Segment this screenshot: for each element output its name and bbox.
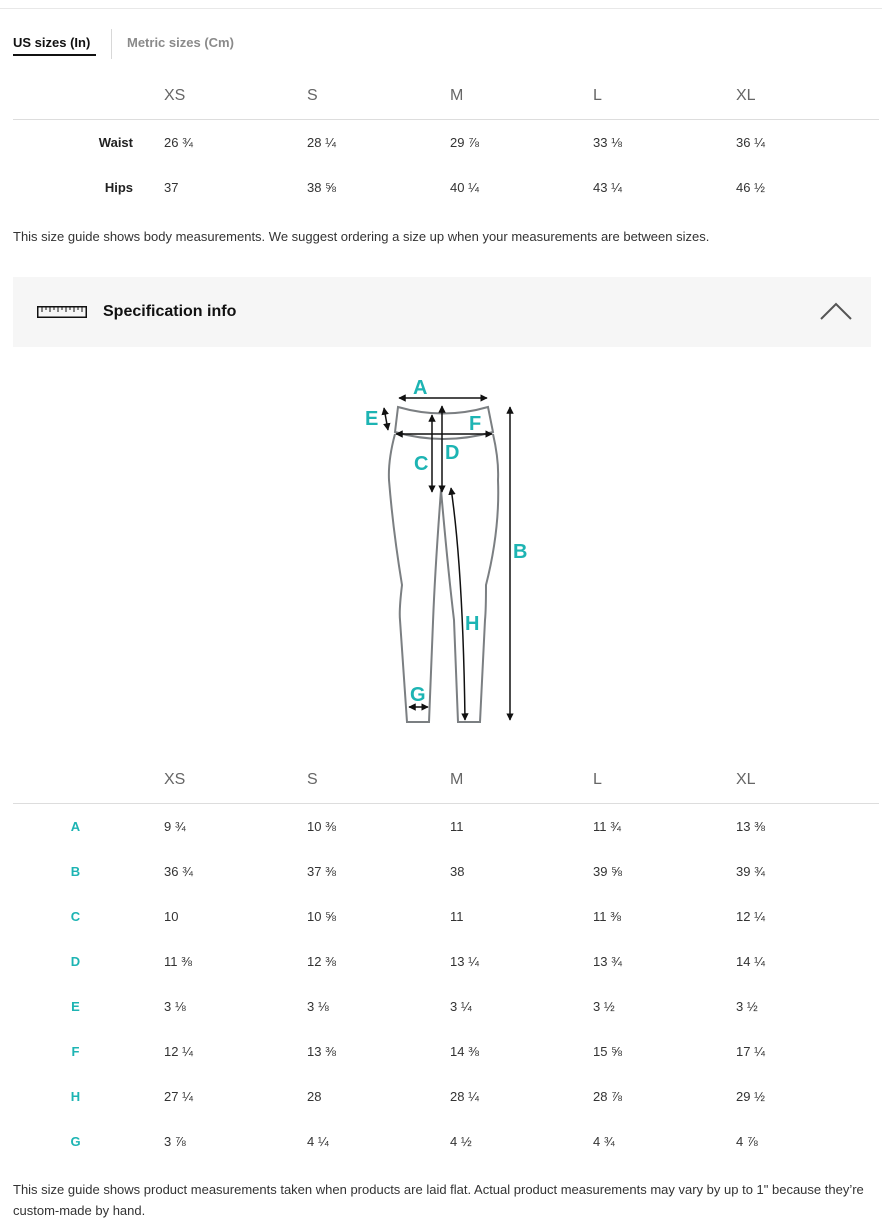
body-measurements-table [13, 72, 879, 210]
table-cell: 4 ½ [450, 1134, 472, 1149]
table-cell: 12 ⅜ [307, 954, 336, 969]
top-divider [0, 8, 882, 9]
size-header: M [450, 72, 593, 120]
table-cell: 37 [164, 180, 179, 195]
table-row [13, 939, 879, 984]
row-label-b: B [70, 864, 81, 879]
size-header: XS [164, 72, 307, 120]
ruler-icon [37, 306, 87, 318]
leggings-outline [389, 407, 498, 722]
row-label-a: A [70, 819, 81, 834]
active-tab-indicator [13, 54, 96, 56]
table-row [13, 1119, 879, 1164]
diagram-label-c: C [414, 453, 429, 475]
table-cell: 37 ⅜ [307, 864, 336, 879]
size-header: S [307, 72, 450, 120]
table-cell: 3 ⅞ [164, 1134, 186, 1149]
size-header: L [593, 756, 736, 804]
table-row [13, 984, 879, 1029]
diagram-label-d: D [445, 442, 460, 464]
table-cell: 38 [450, 864, 465, 879]
table-cell: 3 ⅛ [164, 999, 186, 1014]
table-cell: 10 ⅝ [307, 909, 336, 924]
table-row [13, 1029, 879, 1074]
table-cell: 13 ¾ [593, 954, 622, 969]
size-header: S [307, 756, 450, 804]
table-cell: 3 ½ [593, 999, 615, 1014]
row-label-h: H [70, 1089, 81, 1104]
table-cell: 9 ¾ [164, 819, 186, 834]
size-header: XS [164, 756, 307, 804]
table-cell: 11 [450, 909, 464, 924]
table-cell: 11 ⅜ [164, 954, 192, 969]
specification-accordion[interactable] [13, 277, 871, 347]
size-header: XL [736, 756, 879, 804]
table-cell: 12 ¼ [736, 909, 765, 924]
tab-metric-sizes[interactable] [127, 35, 234, 50]
table-cell: 40 ¼ [450, 180, 479, 195]
tab-us-sizes[interactable] [13, 35, 90, 50]
row-label-c: C [70, 909, 81, 924]
table-cell: 29 ⅞ [450, 135, 479, 150]
leggings-measurement-diagram [355, 370, 535, 730]
table-row [13, 165, 879, 210]
table-cell: 29 ½ [736, 1089, 765, 1104]
row-label-waist: Waist [98, 135, 133, 150]
diagram-label-g: G [410, 684, 426, 706]
row-label-f: F [71, 1044, 80, 1059]
tab-metric-sizes-label: Metric sizes (Cm) [127, 35, 234, 50]
table-cell: 28 ¼ [307, 135, 336, 150]
table-cell: 14 ⅜ [450, 1044, 479, 1059]
size-header: M [450, 756, 593, 804]
table-cell: 13 ¼ [450, 954, 479, 969]
specification-table [13, 756, 879, 1164]
table-row [13, 804, 879, 850]
size-header-row [13, 756, 879, 804]
table-cell: 3 ½ [736, 999, 758, 1014]
row-label-g: G [70, 1134, 81, 1149]
table-cell: 39 ⅝ [593, 864, 622, 879]
body-measurements-note: This size guide shows body measurements. We suggest ordering a size up when your measurements are between sizes. [13, 229, 710, 244]
table-cell: 3 ¼ [450, 999, 472, 1014]
size-header-row [13, 72, 879, 120]
size-header: XL [736, 72, 879, 120]
table-cell: 10 ⅜ [307, 819, 336, 834]
table-cell: 14 ¼ [736, 954, 765, 969]
table-cell: 13 ⅜ [307, 1044, 336, 1059]
diagram-label-f: F [469, 413, 482, 435]
table-cell: 3 ⅛ [307, 999, 329, 1014]
table-cell: 27 ¼ [164, 1089, 193, 1104]
table-cell: 36 ¼ [736, 135, 765, 150]
table-cell: 4 ⅞ [736, 1134, 758, 1149]
table-cell: 28 [307, 1089, 322, 1104]
table-cell: 36 ¾ [164, 864, 193, 879]
table-cell: 12 ¼ [164, 1044, 193, 1059]
table-row [13, 120, 879, 166]
table-cell: 10 [164, 909, 179, 924]
table-row [13, 894, 879, 939]
table-cell: 38 ⅝ [307, 180, 336, 195]
table-cell: 33 ⅛ [593, 135, 622, 150]
tab-divider [111, 29, 112, 59]
size-header: L [593, 72, 736, 120]
table-row [13, 1074, 879, 1119]
table-cell: 28 ¼ [450, 1089, 479, 1104]
header-empty-cell [13, 756, 164, 804]
table-cell: 11 ¾ [593, 819, 621, 834]
table-cell: 11 ⅜ [593, 909, 621, 924]
diagram-label-h: H [465, 613, 480, 635]
table-cell: 28 ⅞ [593, 1089, 622, 1104]
table-cell: 11 [450, 819, 464, 834]
diagram-label-a: A [413, 377, 428, 399]
row-label-d: D [70, 954, 81, 969]
row-label-hips: Hips [104, 180, 133, 195]
diagram-label-e: E [365, 408, 379, 430]
table-cell: 4 ¼ [307, 1134, 329, 1149]
chevron-up-icon[interactable] [820, 302, 852, 320]
row-label-e: E [71, 999, 80, 1014]
table-cell: 13 ⅜ [736, 819, 765, 834]
table-cell: 15 ⅝ [593, 1044, 622, 1059]
diagram-label-b: B [513, 541, 528, 563]
header-empty-cell [13, 72, 164, 120]
table-row [13, 849, 879, 894]
tab-us-sizes-label: US sizes (In) [13, 35, 91, 50]
table-cell: 46 ½ [736, 180, 765, 195]
table-cell: 39 ¾ [736, 864, 765, 879]
specification-title: Specification info [103, 303, 237, 320]
specification-note: This size guide shows product measurements taken when products are laid flat. Actual product measurements may vary by up to 1" because they’re custom-made by hand. [13, 1182, 864, 1218]
table-cell: 4 ¾ [593, 1134, 615, 1149]
table-cell: 26 ¾ [164, 135, 193, 150]
table-cell: 17 ¼ [736, 1044, 765, 1059]
table-cell: 43 ¼ [593, 180, 622, 195]
